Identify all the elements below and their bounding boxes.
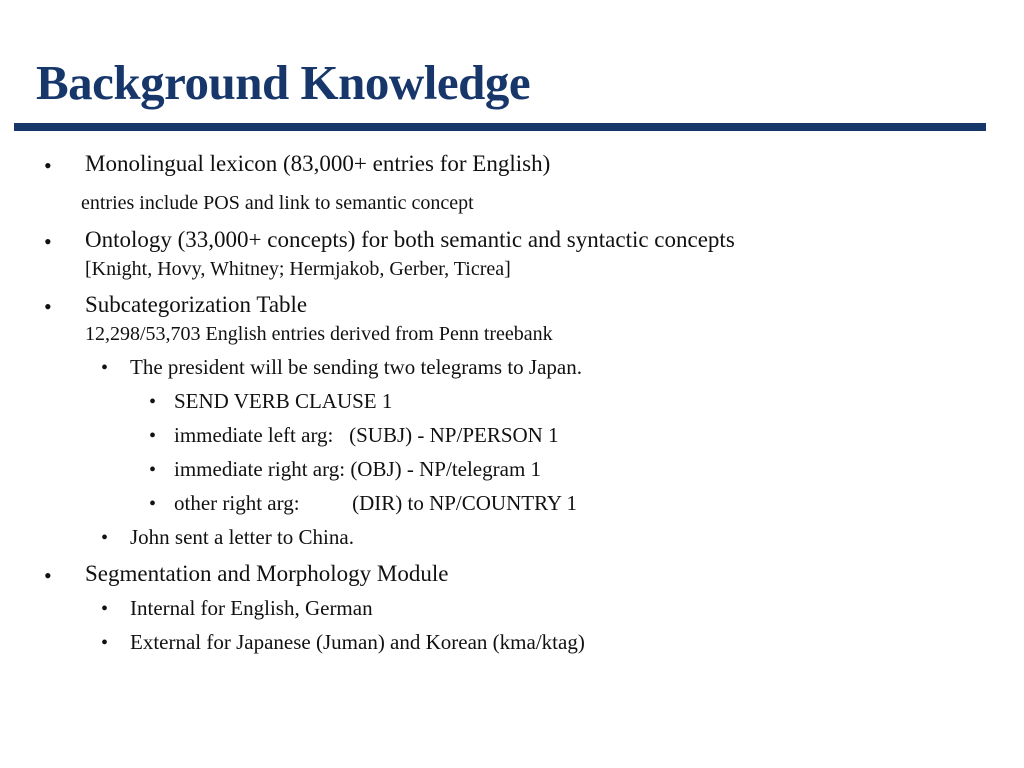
slide-title: Background Knowledge: [36, 55, 531, 110]
note-lexicon: entries include POS and link to semantic concept: [81, 192, 474, 214]
example-sentence-president: The president will be sending two telegrams to Japan.: [130, 355, 582, 379]
bullet-glyph: •: [149, 493, 157, 515]
frame-line-other-arg: other right arg: (DIR) to NP/COUNTRY 1: [174, 491, 578, 515]
bullet-glyph: •: [101, 527, 109, 549]
segmentation-external: External for Japanese (Juman) and Korean (kma/ktag): [130, 630, 585, 654]
bullet-glyph: •: [101, 357, 109, 379]
bullet-segmentation: Segmentation and Morphology Module: [85, 561, 449, 586]
bullet-glyph: •: [44, 563, 52, 588]
bullet-glyph: •: [44, 229, 52, 254]
title-underline-rule: [14, 123, 986, 131]
bullet-glyph: •: [44, 153, 52, 178]
bullet-ontology: Ontology (33,000+ concepts) for both semantic and syntactic concepts: [85, 227, 735, 252]
bullet-glyph: •: [44, 294, 52, 319]
bullet-lexicon: Monolingual lexicon (83,000+ entries for English): [85, 151, 551, 176]
bullet-glyph: •: [149, 391, 157, 413]
frame-line-left-arg: immediate left arg: (SUBJ) - NP/PERSON 1: [174, 423, 559, 447]
bullet-glyph: •: [101, 632, 109, 654]
bullet-glyph: •: [149, 459, 157, 481]
frame-line-send-verb: SEND VERB CLAUSE 1: [174, 389, 393, 413]
bullet-glyph: •: [101, 598, 109, 620]
note-ontology: [Knight, Hovy, Whitney; Hermjakob, Gerber, Ticrea]: [85, 258, 511, 280]
segmentation-internal: Internal for English, German: [130, 596, 373, 620]
example-sentence-john: John sent a letter to China.: [130, 525, 354, 549]
bullet-subcategorization: Subcategorization Table: [85, 292, 308, 317]
bullet-glyph: •: [149, 425, 157, 447]
frame-line-right-arg: immediate right arg: (OBJ) - NP/telegram 1: [174, 457, 542, 481]
note-subcategorization: 12,298/53,703 English entries derived from Penn treebank: [85, 323, 553, 345]
